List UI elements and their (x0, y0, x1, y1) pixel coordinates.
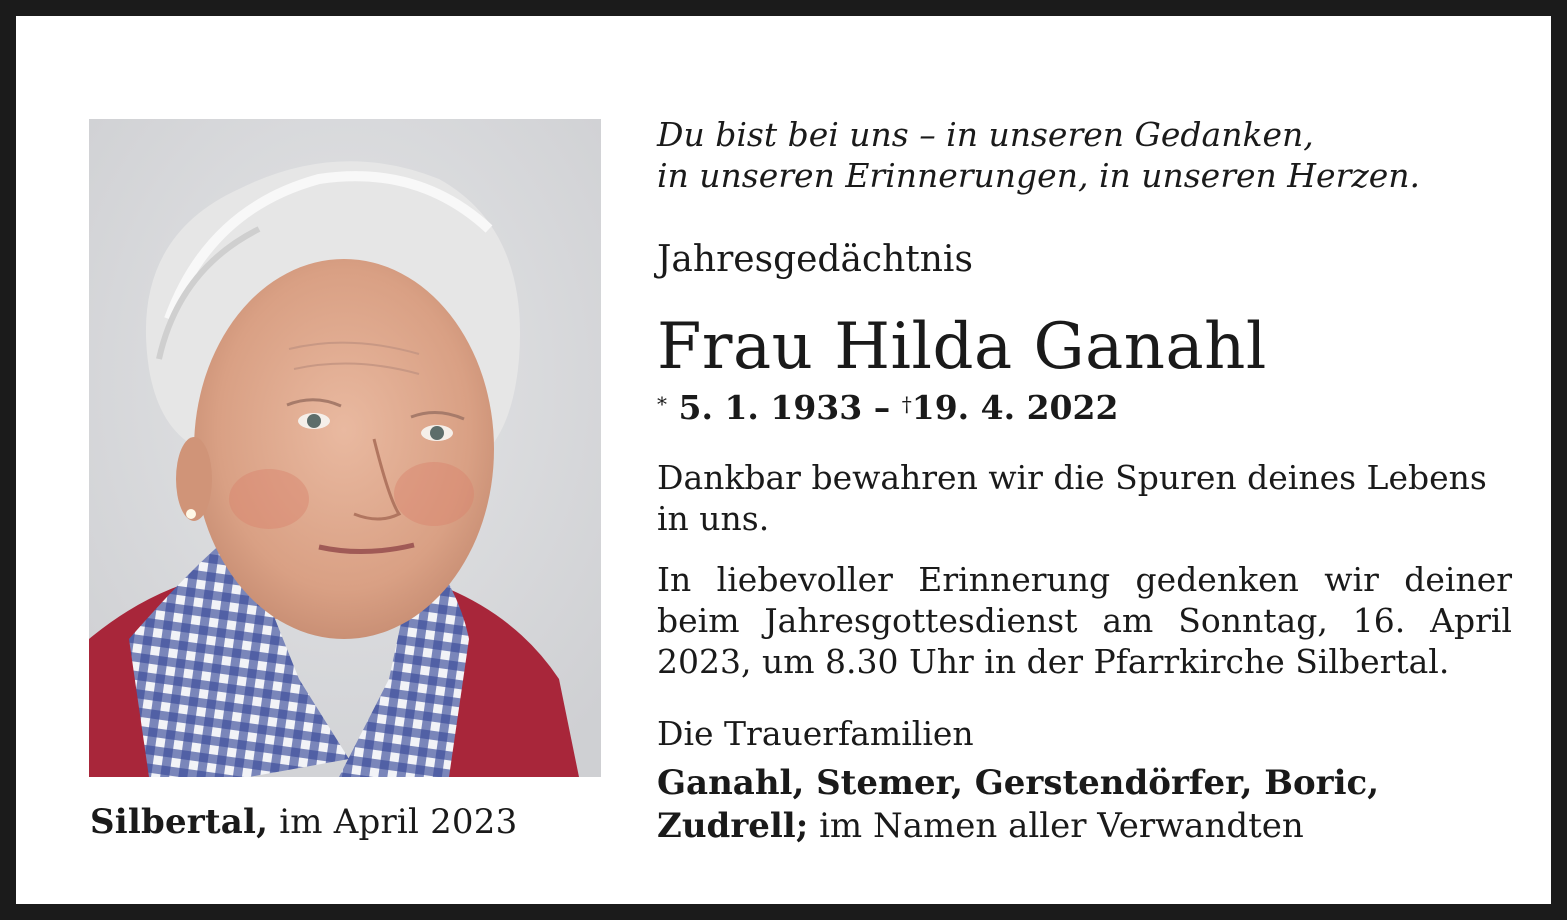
families-line-1: Ganahl, Stemer, Gerstendörfer, Boric, (657, 763, 1380, 803)
death-symbol: † (901, 392, 912, 416)
gratitude-paragraph: Dankbar bewahren wir die Spuren deines Lebens in uns. (657, 458, 1487, 538)
portrait-photo (89, 119, 601, 777)
deceased-name: Frau Hilda Ganahl (657, 310, 1267, 384)
birth-date: 5. 1. 1933 (678, 388, 863, 427)
motto-line-2: in unseren Erinnerungen, in unseren Herzen. (657, 156, 1420, 195)
motto (657, 114, 1512, 196)
caption-date: im April 2023 (279, 802, 518, 842)
service-paragraph: In liebevoller Erinnerung gedenken wir deiner beim Jahresgottesdienst am Sonntag, 16. April 2023, um 8.30 Uhr in der Pfarrkirche Silbertal. (657, 560, 1512, 681)
mourning-families (657, 762, 1512, 848)
families-last-name: Zudrell; (657, 806, 809, 846)
families-line-2 (657, 805, 1512, 848)
notice-heading: Jahresgedächtnis (657, 239, 973, 280)
date-separator: – (873, 388, 891, 427)
relatives-suffix: im Namen aller Verwandten (819, 806, 1304, 846)
birth-symbol: * (657, 392, 667, 416)
mourners-label: Die Trauerfamilien (657, 714, 974, 753)
place-date-caption (90, 802, 517, 842)
death-date: 19. 4. 2022 (911, 388, 1119, 427)
caption-place: Silbertal, (90, 802, 269, 842)
life-dates (657, 388, 1512, 428)
motto-line-1: Du bist bei uns – in unseren Gedanken, (657, 115, 1314, 154)
